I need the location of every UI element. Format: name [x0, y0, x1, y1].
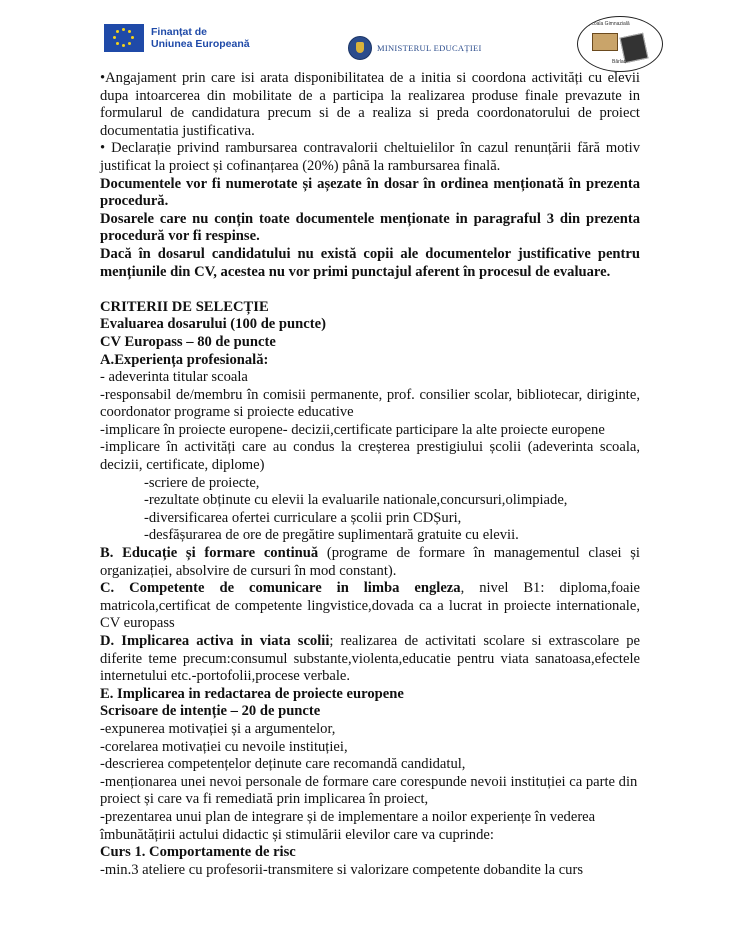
declaratie-paragraph: • Declarație privind rambursarea contravalorii cheltuielilor în cazul renunțării fără motiv justificat la proiect și cofinanțarea (20%) până la rambursarea finală.	[100, 140, 640, 174]
note-rejection: Dosarele care nu conțin toate documentele menționate in paragraful 3 din prezenta procedură vor fi respinse.	[100, 210, 640, 245]
section-a-subitem: -diversificarea ofertei curriculare a școlii prin CDȘuri,	[144, 509, 462, 526]
school-logo-text: Școala Gimnazială	[588, 21, 630, 27]
section-a-subitem: -scriere de proiecte,	[144, 474, 260, 491]
section-b	[100, 545, 640, 580]
section-c-text: , nivel B1: diploma,foaie matricola,certificat de competente lingvistice,dovada ca a lucrat in proiecte internationale, CV europass	[100, 580, 640, 632]
document-body	[100, 70, 640, 879]
letter-item: -menționarea unei nevoi personale de formare care corespunde nevoii instituției ca parte din	[100, 773, 638, 790]
section-b-text: (programe de formare în managementul clasei și organizației, absolvire de cursuri în mod constant).	[100, 545, 640, 579]
eu-logo-line2: Uniunea Europeană	[151, 38, 250, 50]
section-a-item: -implicare în proiecte europene- decizii,certificate participare la alte proiecte europene	[100, 421, 605, 438]
eu-logo-line1: Finanțat de	[151, 26, 208, 38]
letter-item: îmbunătățirii actului didactic și stimulării elevilor care va cuprinde:	[100, 826, 494, 843]
letter-item: -expunerea motivației și a argumentelor,	[100, 720, 336, 737]
angajament-paragraph: •Angajament prin care isi arata disponibilitatea de a initia si coordona activități cu elevii dupa intoarcerea din mobilitate de a participa la realizarea produse finale prevazute in formularul de candidatura precum si de a realiza si preda coordonatorului de proiect documentatia justificativa.	[100, 70, 640, 139]
letter-heading: Scrisoare de intenție – 20 de puncte	[100, 703, 321, 720]
cv-heading: CV Europass – 80 de puncte	[100, 333, 276, 350]
section-a-title: A.Experiența profesională:	[100, 351, 269, 368]
section-c-title: C. Competente de comunicare in limba engleza	[100, 580, 461, 597]
evaluation-heading: Evaluarea dosarului (100 de puncte)	[100, 316, 326, 333]
section-d-title: D. Implicarea activa in viata scolii	[100, 633, 330, 649]
section-a-subitem: -desfășurarea de ore de pregătire suplimentară gratuite cu elevii.	[144, 527, 519, 544]
section-a-item: - adeverinta titular scoala	[100, 369, 248, 386]
document-header	[0, 0, 739, 70]
letter-item: proiect și care va fi remediată prin implicarea în proiect,	[100, 791, 429, 808]
ministry-logo	[348, 36, 482, 60]
course-item: -min.3 ateliere cu profesorii-transmitere si valorizare competente dobandite la curs	[100, 861, 584, 878]
book-icon	[592, 33, 618, 51]
ministry-seal-icon	[348, 36, 372, 60]
letter-item: -corelarea motivației cu nevoile instituției,	[100, 738, 348, 755]
note-numbering: Documentele vor fi numerotate și așezate în dosar în ordinea menționată în prezenta procedură.	[100, 175, 640, 210]
section-c	[100, 580, 640, 633]
course-title: Curs 1. Comportamente de risc	[100, 844, 296, 861]
letter-item: -descrierea competențelor deținute care recomandă candidatul,	[100, 756, 466, 773]
eu-flag-icon	[104, 24, 144, 52]
section-d	[100, 633, 640, 686]
section-a-item: -implicare în activități care au condus la creșterea prestigiului școlii (adeverinta scoala, decizii, certificate, diplome)	[100, 439, 640, 474]
section-a-item: -responsabil de/membru în comisii permanente, prof. consilier scolar, bibliotecar, diriginte, coordonator programe si proiecte educative	[100, 386, 640, 421]
ministry-logo-text: MINISTERUL EDUCAȚIEI	[377, 43, 482, 53]
letter-item: -prezentarea unui plan de integrare și de implementare a noilor experiențe în vederea	[100, 808, 596, 825]
note-scoring: Dacă în dosarul candidatului nu există copii ale documentelor justificative pentru mențiunile din CV, acestea nu vor primi punctajul aferent în procesul de evaluare.	[100, 245, 640, 280]
school-logo-bottom: Bârlad	[612, 59, 627, 65]
section-e-title: E. Implicarea in redactarea de proiecte europene	[100, 685, 404, 702]
section-d-text: ; realizarea de activitati scolare si extrascolare pe diferite teme precum:consumul substante,violenta,educatie pentru viata sanatoasa,efectele internetului etc.-portofolii,procese verbale.	[100, 633, 640, 685]
school-logo	[577, 16, 663, 72]
criteria-title: CRITERII DE SELECȚIE	[100, 298, 269, 315]
section-a-subitem: -rezultate obținute cu elevii la evaluarile nationale,concursuri,olimpiade,	[144, 492, 568, 509]
section-b-title: B. Educație și formare continuă	[100, 545, 319, 562]
eu-funding-logo	[104, 24, 250, 52]
